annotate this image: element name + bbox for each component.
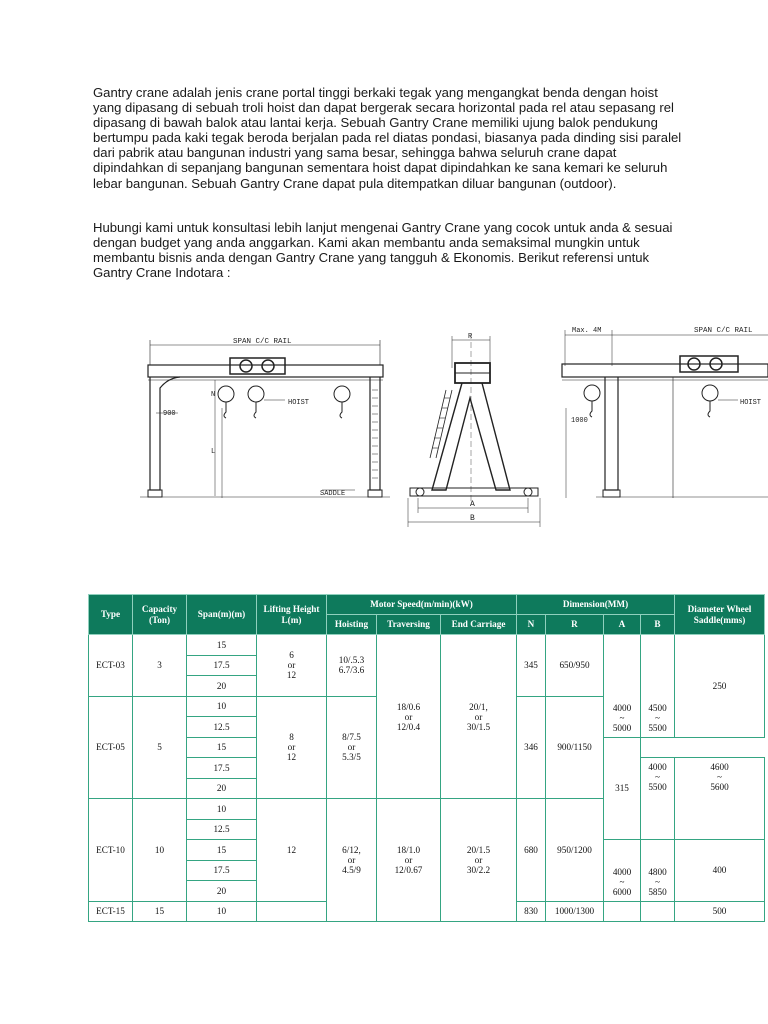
span-cell: 20 bbox=[187, 778, 257, 799]
a-cell: 4000 ~ 5500 bbox=[641, 758, 675, 840]
type-cell: ECT-10 bbox=[89, 799, 133, 902]
end-carriage-cell: 20/1.5 or 30/2.2 bbox=[441, 799, 517, 922]
span-cell: 20 bbox=[187, 676, 257, 697]
span-cell: 17.5 bbox=[187, 860, 257, 881]
header-hoisting: Hoisting bbox=[327, 615, 377, 635]
header-capacity: Capacity (Ton) bbox=[133, 595, 187, 635]
header-a: A bbox=[604, 615, 641, 635]
b-cell: 4500 ~ 5500 bbox=[641, 635, 675, 738]
front-view-drawing bbox=[140, 338, 390, 498]
capacity-cell: 10 bbox=[133, 799, 187, 902]
span-label-right: SPAN C/C RAIL bbox=[694, 327, 753, 335]
lifting-height-cell: 12 bbox=[257, 799, 327, 902]
max-4m-label: Max. 4M bbox=[572, 327, 602, 335]
r-cell: 1000/1300 bbox=[546, 901, 604, 922]
saddle-label: SADDLE bbox=[320, 490, 346, 498]
r-cell: 650/950 bbox=[546, 635, 604, 697]
capacity-cell: 3 bbox=[133, 635, 187, 697]
span-cell: 17.5 bbox=[187, 655, 257, 676]
hoisting-cell: 8/7.5 or 5.3/5 bbox=[327, 696, 377, 799]
hoisting-cell: 6/12, or 4.5/9 bbox=[327, 799, 377, 922]
header-motor-speed: Motor Speed(m/min)(kW) bbox=[327, 595, 517, 615]
capacity-cell: 15 bbox=[133, 901, 187, 922]
b-cell bbox=[641, 901, 675, 922]
dim-b-label: B bbox=[470, 514, 475, 523]
header-r: R bbox=[546, 615, 604, 635]
span-cell: 10 bbox=[187, 901, 257, 922]
cantilever-view-drawing bbox=[562, 327, 768, 498]
type-cell: ECT-15 bbox=[89, 901, 133, 922]
n-cell: 830 bbox=[517, 901, 546, 922]
hoisting-cell: 10/.5.3 6.7/3.6 bbox=[327, 635, 377, 697]
gantry-crane-drawings bbox=[0, 318, 768, 533]
span-cell: 20 bbox=[187, 881, 257, 902]
wheel-cell: 250 bbox=[675, 635, 765, 738]
header-b: B bbox=[641, 615, 675, 635]
header-lifting-height: Lifting Height L(m) bbox=[257, 595, 327, 635]
type-cell: ECT-03 bbox=[89, 635, 133, 697]
a-cell: 4000 ~ 5000 bbox=[604, 635, 641, 738]
header-span: Span(m)(m) bbox=[187, 595, 257, 635]
traversing-cell: 18/1.0 or 12/0.67 bbox=[377, 799, 441, 922]
span-cell: 12.5 bbox=[187, 717, 257, 738]
header-wheel-diameter: Diameter Wheel Saddle(mms) bbox=[675, 595, 765, 635]
table-row bbox=[89, 635, 765, 656]
dim-1000-label: 1000 bbox=[571, 417, 588, 425]
side-view-drawing bbox=[408, 333, 540, 527]
span-cell: 15 bbox=[187, 840, 257, 861]
span-label: SPAN C/C RAIL bbox=[233, 338, 292, 346]
b-cell: 4600 ~ 5600 bbox=[675, 758, 765, 840]
dim-l-label: L bbox=[211, 448, 216, 456]
header-end-carriage: End Carriage bbox=[441, 615, 517, 635]
lifting-height-cell bbox=[257, 901, 327, 922]
a-cell: 4000 ~ 6000 bbox=[604, 840, 641, 902]
header-n: N bbox=[517, 615, 546, 635]
dim-a-label: A bbox=[470, 500, 475, 509]
n-cell: 346 bbox=[517, 696, 546, 799]
n-cell: 680 bbox=[517, 799, 546, 902]
traversing-cell: 18/0.6 or 12/0.4 bbox=[377, 635, 441, 799]
gantry-crane-drawing bbox=[0, 318, 768, 533]
r-cell: 900/1150 bbox=[546, 696, 604, 799]
span-cell: 10 bbox=[187, 799, 257, 820]
b-cell: 4800 ~ 5850 bbox=[641, 840, 675, 902]
dim-n-label: N bbox=[211, 391, 216, 399]
span-cell: 15 bbox=[187, 635, 257, 656]
end-carriage-cell: 20/1, or 30/1.5 bbox=[441, 635, 517, 799]
intro-paragraph-1: Gantry crane adalah jenis crane portal tinggi berkaki tegak yang mengangkat benda dengan hoist yang dipasang di sebuah troli hoist dan dapat bergerak secara horizontal pada rel atau sepasang rel dipasang di bawah balok atau lantai kerja. Sebuah Gantry Crane memiliki ujung balok pendukung bertumpu pada kaki tegak beroda berjalan pada rel diatas pondasi, biasanya pada dinding sisi paralel dari pabrik atau bangunan industri yang sama besar, sehingga bahwa seluruh crane dapat dipindahkan di sepanjang bangunan sementara hoist dapat dipindahkan ke sana kemari ke seluruh lebar bangunan. Sebuah Gantry Crane dapat pula ditempatkan diluar bangunan (outdoor). bbox=[93, 85, 682, 191]
n-cell: 345 bbox=[517, 635, 546, 697]
wheel-cell: 400 bbox=[675, 840, 765, 902]
hoist-label-right: HOIST bbox=[740, 399, 762, 407]
hoist-label: HOIST bbox=[288, 399, 310, 407]
span-cell: 15 bbox=[187, 737, 257, 758]
dim-900-label: 900 bbox=[163, 410, 176, 418]
wheel-cell: 315 bbox=[604, 737, 641, 840]
span-cell: 17.5 bbox=[187, 758, 257, 779]
type-cell: ECT-05 bbox=[89, 696, 133, 799]
lifting-height-cell: 6 or 12 bbox=[257, 635, 327, 697]
header-type: Type bbox=[89, 595, 133, 635]
gantry-crane-spec-table bbox=[88, 594, 765, 922]
intro-paragraph-2: Hubungi kami untuk konsultasi lebih lanjut mengenai Gantry Crane yang cocok untuk anda & sesuai dengan budget yang anda anggarkan. Kami akan membantu anda semaksimal mungkin untuk membantu bisnis anda dengan Gantry Crane yang tangguh & Ekonomis. Berikut referensi untuk Gantry Crane Indotara : bbox=[93, 220, 673, 281]
dim-r-label: R bbox=[468, 333, 473, 341]
span-cell: 12.5 bbox=[187, 819, 257, 840]
r-cell: 950/1200 bbox=[546, 799, 604, 902]
header-dimension: Dimension(MM) bbox=[517, 595, 675, 615]
lifting-height-cell: 8 or 12 bbox=[257, 696, 327, 799]
header-traversing: Traversing bbox=[377, 615, 441, 635]
span-cell: 10 bbox=[187, 696, 257, 717]
capacity-cell: 5 bbox=[133, 696, 187, 799]
wheel-cell: 500 bbox=[675, 901, 765, 922]
a-cell bbox=[604, 901, 641, 922]
